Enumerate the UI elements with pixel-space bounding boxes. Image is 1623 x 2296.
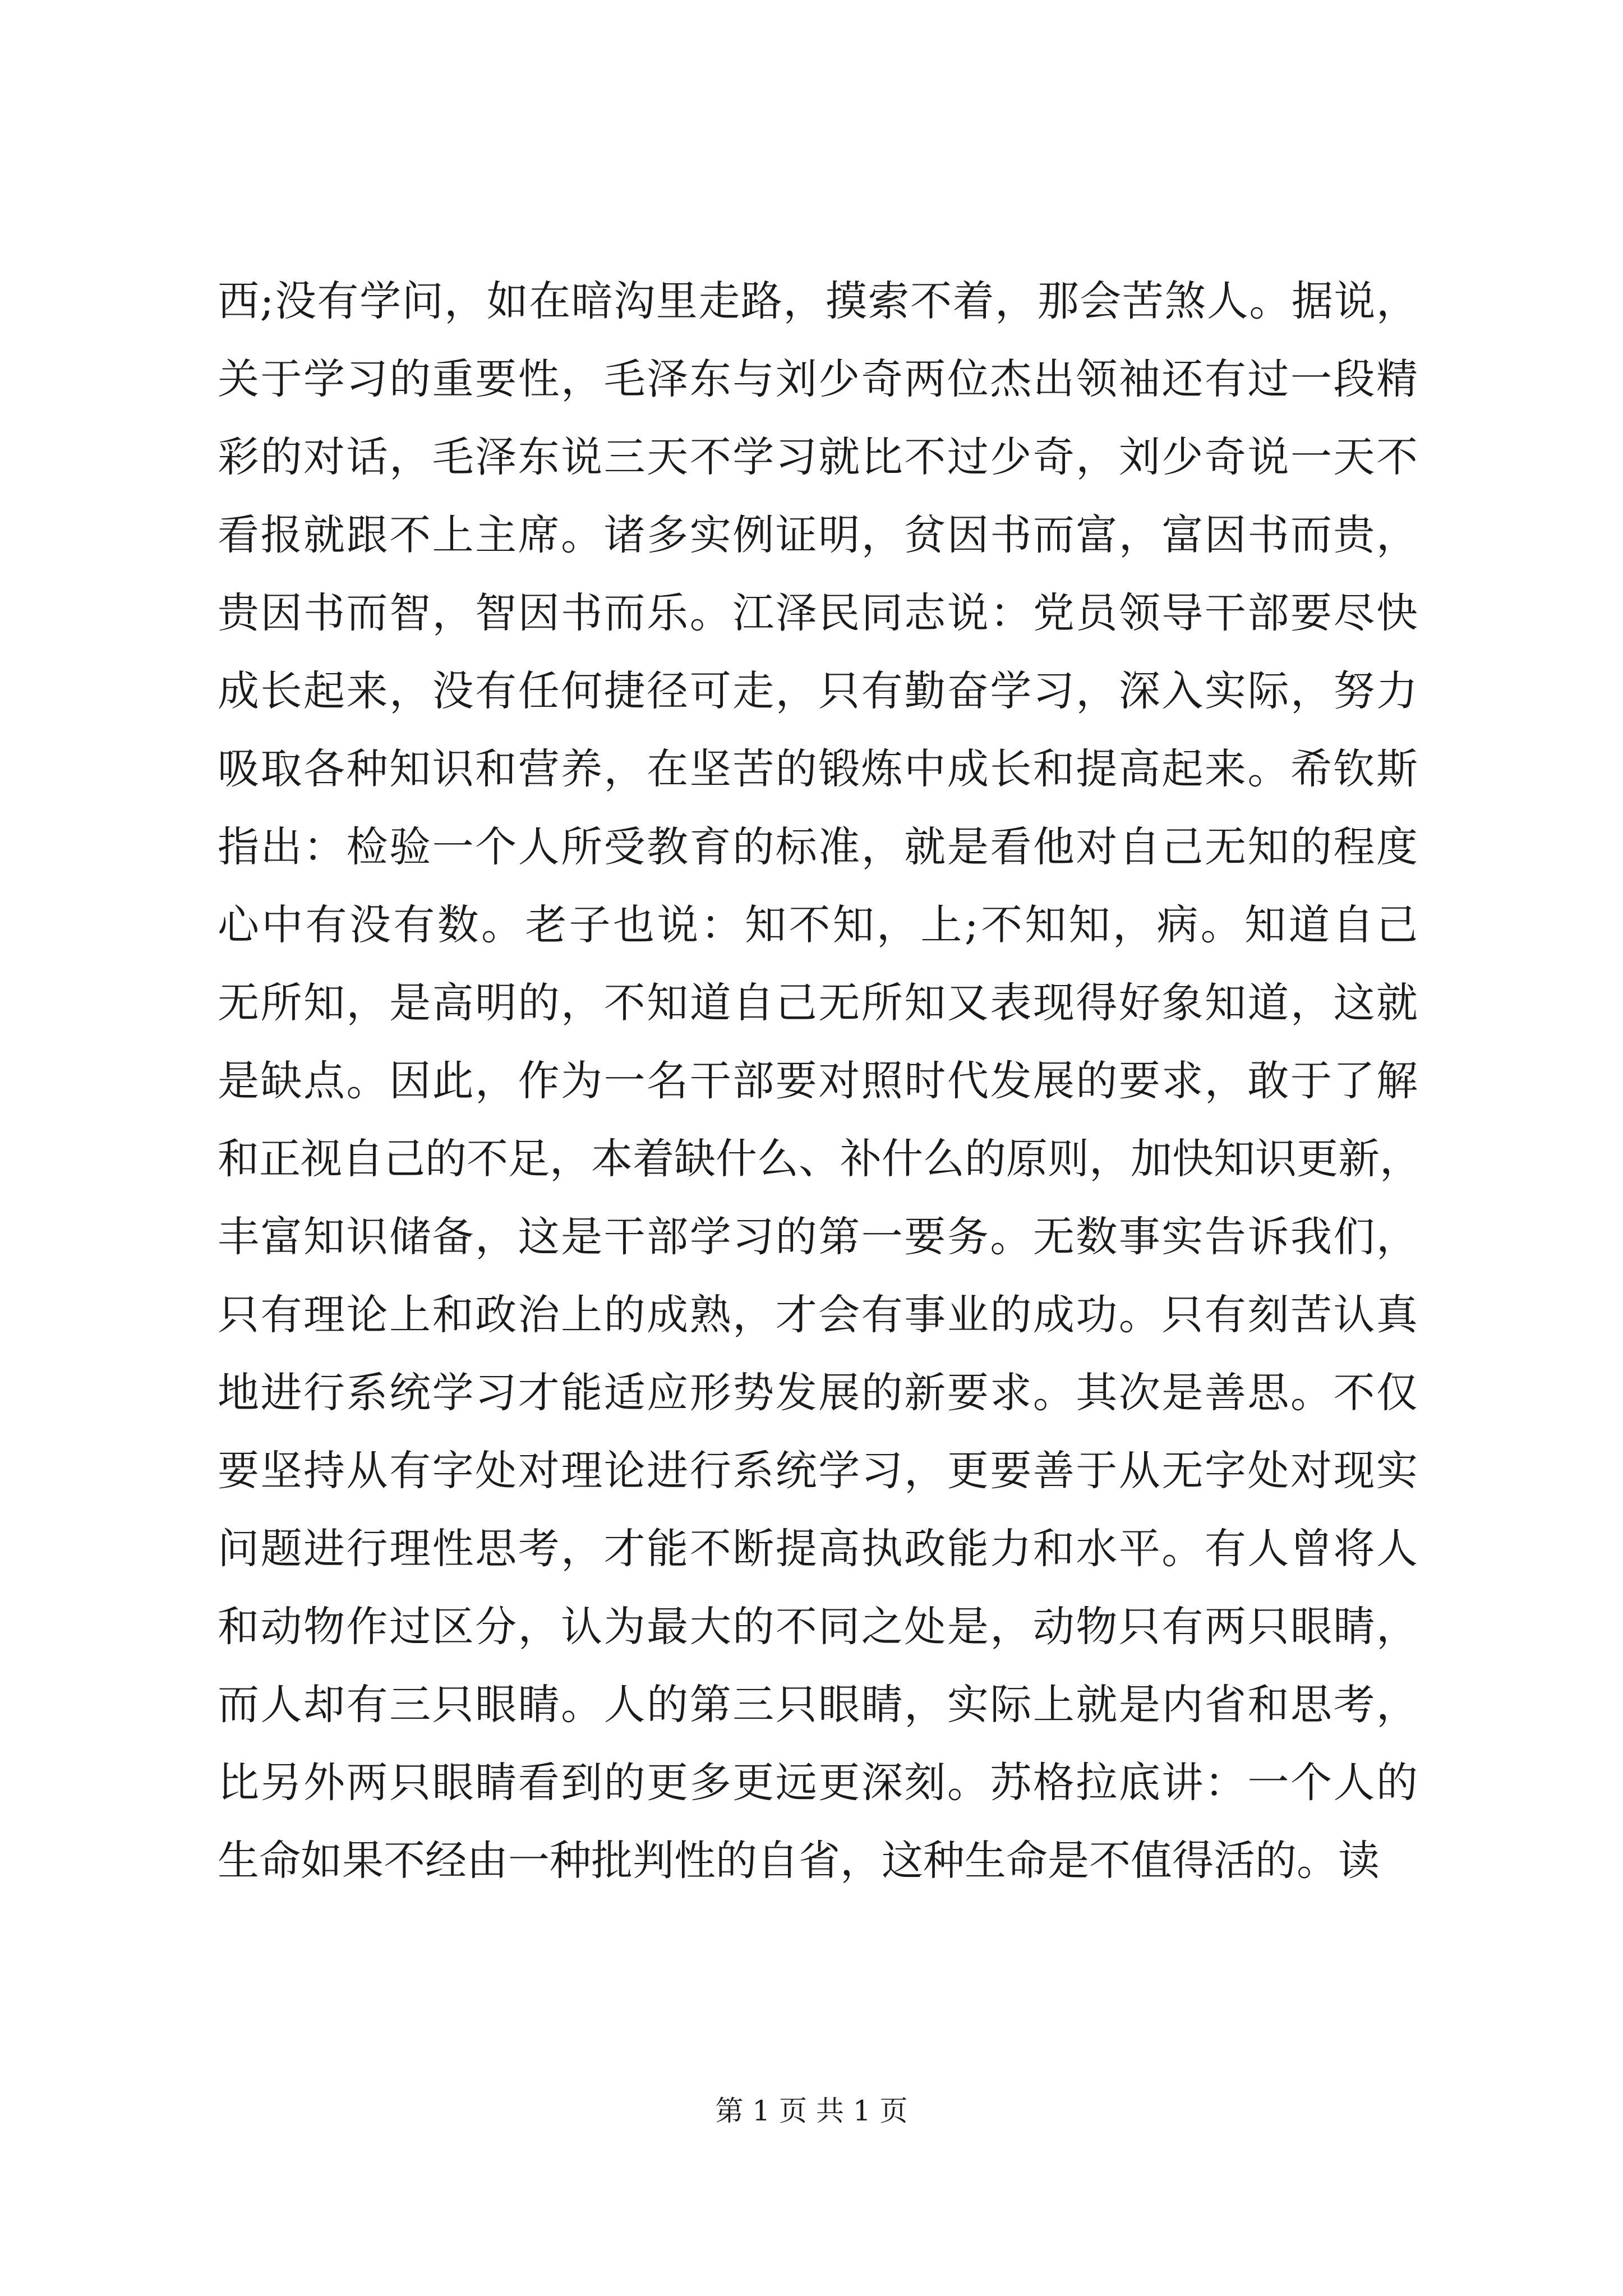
text-line: 生命如果不经由一种批判性的自省，这种生命是不值得活的。读 [218,1837,1380,1885]
body-text [218,263,1421,1900]
text-line: 吸取各种知识和营养，在坚苦的锻炼中成长和提高起来。希钦斯 [218,745,1418,793]
text-line: 地进行系统学习才能适应形势发展的新要求。其次是善思。不仅 [218,1369,1418,1417]
text-line: 问题进行理性思考，才能不断提高执政能力和水平。有人曾将人 [218,1525,1418,1573]
text-line: 看报就跟不上主席。诸多实例证明，贫因书而富，富因书而贵， [218,511,1418,559]
text-line: 而人却有三只眼睛。人的第三只眼睛，实际上就是内省和思考， [218,1681,1418,1729]
text-line: 彩的对话，毛泽东说三天不学习就比不过少奇，刘少奇说一天不 [218,433,1418,481]
text-line: 无所知，是高明的，不知道自己无所知又表现得好象知道，这就 [218,979,1418,1027]
text-line: 只有理论上和政治上的成熟，才会有事业的成功。只有刻苦认真 [218,1291,1418,1339]
text-line: 是缺点。因此，作为一名干部要对照时代发展的要求，敢于了解 [218,1057,1418,1105]
text-line: 比另外两只眼睛看到的更多更远更深刻。苏格拉底讲：一个人的 [218,1759,1418,1807]
text-line: 丰富知识储备，这是干部学习的第一要务。无数事实告诉我们， [218,1213,1418,1261]
text-line: 关于学习的重要性，毛泽东与刘少奇两位杰出领袖还有过一段精 [218,355,1418,403]
page-footer [0,2091,1623,2131]
page-number-label: 第 1 页 共 1 页 [715,2095,908,2127]
text-line: 和正视自己的不足，本着缺什么、补什么的原则，加快知识更新， [218,1135,1421,1183]
text-line: 要坚持从有字处对理论进行系统学习，更要善于从无字处对现实 [218,1447,1418,1495]
text-line: 指出：检验一个人所受教育的标准，就是看他对自己无知的程度 [218,823,1418,871]
text-line: 成长起来，没有任何捷径可走，只有勤奋学习，深入实际，努力 [218,667,1418,715]
text-line: 西;没有学问，如在暗沟里走路，摸索不着，那会苦煞人。据说， [218,277,1418,325]
text-line: 和动物作过区分，认为最大的不同之处是，动物只有两只眼睛， [218,1603,1418,1651]
text-line: 心中有没有数。老子也说：知不知，上;不知知，病。知道自己 [218,901,1418,949]
text-line: 贵因书而智，智因书而乐。江泽民同志说：党员领导干部要尽快 [218,589,1418,637]
